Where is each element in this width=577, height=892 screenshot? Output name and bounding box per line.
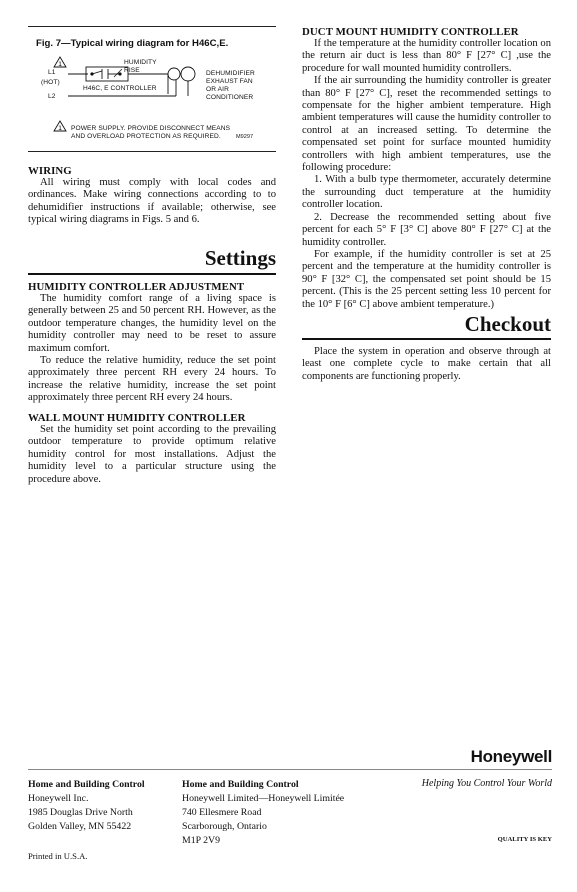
honeywell-logo: Honeywell [470,747,552,766]
wiring-paragraph: All wiring must comply with local codes and ordinances. Make wiring connections according to to dehumidifier instructions if available; otherwise, see typical wiring diagrams in Figs. 5 and 6. [28,177,276,226]
figure-top-rule [28,26,276,27]
label-hot: (HOT) [41,79,60,86]
checkout-rule [302,338,551,340]
quality-is-key: QUALITY IS KEY [497,836,552,843]
svg-text:1: 1 [58,61,62,68]
wiring-heading: WIRING [28,165,72,177]
figure-footnote-2: AND OVERLOAD PROTECTION AS REQUIRED. [71,133,221,140]
us-city: Golden Valley, MN 55422 [28,821,132,832]
footer-rule [28,769,552,770]
label-l1: L1 [48,69,56,76]
checkout-text [302,346,551,383]
ca-division: Home and Building Control [182,779,299,790]
figure-caption: Fig. 7—Typical wiring diagram for H46C,E. [36,38,229,49]
adjustment-paragraph-2: To reduce the relative humidity, reduce the set point approximately three percent RH every 24 hours. To increase the relative humidity, increase the set point approximately three percent RH every 24 hours. [28,355,276,404]
duct-paragraph-1: If the temperature at the humidity controller location on the return air duct is less than 80° F [27° C] ,use the procedure for wall mounted humidity controllers. [302,38,551,74]
duct-paragraph-4: 2. Decrease the recommended setting about five percent for each 5° F [3° C] above 80° F [27° C] at the humidity controller. [302,211,551,248]
settings-rule [28,273,276,275]
label-load-3: OR AIR [206,86,229,93]
ca-company: Honeywell Limited—Honeywell Limitée [182,793,345,804]
tagline: Helping You Control Your World [421,778,552,789]
label-humidity-rise-1: HUMIDITY [124,59,157,66]
figure-bottom-rule [28,151,276,152]
wiring-text [28,177,276,227]
printed-in: Printed in U.S.A. [28,851,88,861]
label-l2: L2 [48,93,56,100]
settings-title: Settings [204,246,276,270]
adjustment-text [28,293,276,405]
ca-postal: M1P 2V9 [182,835,221,846]
duct-mount-text [302,38,551,311]
duct-paragraph-3: 1. With a bulb type thermometer, accurately determine the surrounding duct temperature at the humidity controller location. [302,174,551,211]
svg-text:1: 1 [58,125,62,132]
wall-mount-paragraph: Set the humidity set point according to the prevailing outdoor temperature to provide optimum relative humidity control for most installations. Adjust the humidity level to a particular structure using the procedure above. [28,424,276,485]
adjustment-paragraph-1: The humidity comfort range of a living space is generally between 25 and 50 percent RH. However, as the outdoor temperature changes, the humidity level on the humidity controller may need to be reset to assure maximum comfort. [28,293,276,354]
duct-paragraph-2: If the air surrounding the humidity controller is greater than 80° F [27° C], reset the recommended settings to compensate for the higher ambient temperature. High ambient temperatures will cause the humidity controller to control at an increased setting. To determine the compensated set point for surface mounted humidity controllers with high ambient temperatures, use the following procedure: [302,75,551,174]
warning-triangle-icon [54,57,66,68]
duct-mount-heading: DUCT MOUNT HUMIDITY CONTROLLER [302,26,519,38]
wall-mount-text [28,424,276,486]
label-controller: H46C, E CONTROLLER [83,85,157,92]
ca-city: Scarborough, Ontario [182,821,267,832]
label-load-4: CONDITIONER [206,94,254,101]
checkout-paragraph: Place the system in operation and observe through at least one complete cycle to make certain that all components are functioning properly. [302,346,551,382]
ca-street: 740 Ellesmere Road [182,807,262,818]
warning-triangle-icon [54,121,66,132]
us-address-block [28,778,145,834]
label-load-2: EXHAUST FAN [206,78,253,85]
figure-footnote-1: POWER SUPPLY. PROVIDE DISCONNECT MEANS [71,125,231,132]
wall-mount-heading: WALL MOUNT HUMIDITY CONTROLLER [28,412,246,424]
duct-paragraph-5: For example, if the humidity controller is set at 25 percent and the temperature at the humidity controller is 90° F [32° C], the compensated set point should be 15 percent. (This is the 25 percent setting less 10 percent for the 10° F [6° C] above ambient temperature.) [302,248,551,310]
figure-id: M9297 [236,134,254,140]
us-division: Home and Building Control [28,779,145,790]
checkout-title: Checkout [464,312,551,336]
us-company: Honeywell Inc. [28,793,89,804]
label-load-1: DEHUMIDIFIER [206,70,255,77]
label-humidity-rise-2: RISE [124,67,140,74]
adjustment-heading: HUMIDITY CONTROLLER ADJUSTMENT [28,281,245,293]
ca-address-block [182,778,344,848]
us-street: 1985 Douglas Drive North [28,807,133,818]
